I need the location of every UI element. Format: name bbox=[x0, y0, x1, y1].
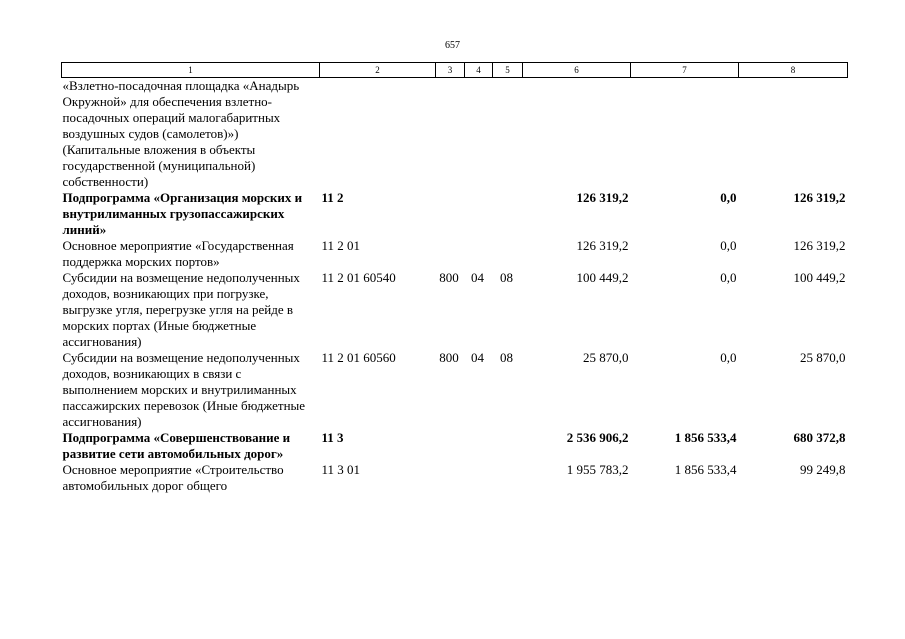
row-amount-col6: 126 319,2 bbox=[576, 190, 629, 205]
row-col3 bbox=[436, 238, 465, 270]
table-row bbox=[62, 78, 848, 191]
row-col5 bbox=[493, 78, 523, 191]
row-amount-col7: 0,0 bbox=[720, 350, 737, 365]
row-col3 bbox=[436, 190, 465, 238]
row-col4 bbox=[465, 430, 493, 462]
row-col3 bbox=[436, 78, 465, 191]
row-code: 11 2 bbox=[321, 190, 344, 205]
table-row bbox=[62, 238, 848, 270]
column-header: 5 bbox=[493, 63, 523, 78]
row-amount-col7: 0,0 bbox=[720, 270, 737, 285]
row-name: Основное мероприятие «Государственная поддержка морских портов» bbox=[62, 238, 294, 269]
row-name: Субсидии на возмещение недополученных доходов, возникающих в связи с выполнением морских и внутрилиманных пассажирских перевозок (Иные бюджетные ассигнования) bbox=[62, 350, 306, 429]
row-code: 11 3 bbox=[321, 430, 344, 445]
row-col5 bbox=[493, 430, 523, 462]
table-row bbox=[62, 190, 848, 238]
row-code: 11 2 01 bbox=[321, 238, 361, 253]
column-header: 4 bbox=[465, 63, 493, 78]
row-name: «Взлетно-посадочная площадка «Анадырь Окружной» для обеспечения взлетно-посадочных операций малогабаритных воздушных судов (самолетов)») (Капитальные вложения в объекты государственной (муниципальной) собственности) bbox=[62, 78, 300, 189]
row-amount-col8: 126 319,2 bbox=[793, 238, 846, 253]
row-amount-col8: 126 319,2 bbox=[793, 190, 846, 205]
table-row bbox=[62, 270, 848, 350]
row-col3 bbox=[436, 462, 465, 494]
row-amount-col7: 1 856 533,4 bbox=[674, 430, 737, 445]
row-amount-col6: 2 536 906,2 bbox=[566, 430, 629, 445]
row-amount-col8: 25 870,0 bbox=[800, 350, 846, 365]
row-amount-col6: 126 319,2 bbox=[576, 238, 629, 253]
row-amount-col8: 99 249,8 bbox=[800, 462, 846, 477]
row-amount-col6: 1 955 783,2 bbox=[566, 462, 629, 477]
row-code: 11 2 01 60560 bbox=[321, 350, 396, 365]
row-col4: 04 bbox=[471, 350, 484, 365]
row-code: 11 2 01 60540 bbox=[321, 270, 396, 285]
column-header: 1 bbox=[62, 63, 320, 78]
table-row bbox=[62, 430, 848, 462]
row-col5 bbox=[493, 462, 523, 494]
row-col4 bbox=[465, 238, 493, 270]
row-col3 bbox=[436, 430, 465, 462]
row-amount-col8: 680 372,8 bbox=[793, 430, 846, 445]
column-header: 8 bbox=[739, 63, 848, 78]
row-col5 bbox=[493, 238, 523, 270]
row-amount-col6 bbox=[523, 78, 631, 191]
row-amount-col6: 25 870,0 bbox=[583, 350, 629, 365]
row-amount-col7: 1 856 533,4 bbox=[674, 462, 737, 477]
row-col4: 04 bbox=[471, 270, 484, 285]
row-code: 11 3 01 bbox=[321, 462, 361, 477]
row-col5 bbox=[493, 190, 523, 238]
row-amount-col8 bbox=[739, 78, 848, 191]
row-amount-col7 bbox=[631, 78, 739, 191]
row-col3: 800 bbox=[439, 270, 459, 285]
row-col4 bbox=[465, 78, 493, 191]
column-header: 3 bbox=[436, 63, 465, 78]
row-col5: 08 bbox=[500, 350, 513, 365]
page-number: 657 bbox=[445, 40, 460, 51]
row-name: Субсидии на возмещение недополученных доходов, возникающих при погрузке, выгрузке угля, перегрузке угля на рейде в морских портах (Иные бюджетные ассигнования) bbox=[62, 270, 300, 349]
row-col5: 08 bbox=[500, 270, 513, 285]
row-code bbox=[320, 78, 436, 191]
row-col3: 800 bbox=[439, 350, 459, 365]
row-name: Подпрограмма «Организация морских и внутрилиманных грузопассажирских линий» bbox=[62, 190, 303, 237]
column-header: 2 bbox=[320, 63, 436, 78]
table-header-row bbox=[62, 63, 848, 78]
row-amount-col7: 0,0 bbox=[720, 238, 737, 253]
row-col4 bbox=[465, 462, 493, 494]
row-name: Подпрограмма «Совершенствование и развитие сети автомобильных дорог» bbox=[62, 430, 291, 461]
row-col4 bbox=[465, 190, 493, 238]
row-name: Основное мероприятие «Строительство автомобильных дорог общего bbox=[62, 462, 284, 493]
column-header: 6 bbox=[523, 63, 631, 78]
budget-table bbox=[61, 62, 848, 494]
column-header: 7 bbox=[631, 63, 739, 78]
row-amount-col7: 0,0 bbox=[720, 190, 737, 205]
table-row bbox=[62, 350, 848, 430]
table-row bbox=[62, 462, 848, 494]
row-amount-col6: 100 449,2 bbox=[576, 270, 629, 285]
row-amount-col8: 100 449,2 bbox=[793, 270, 846, 285]
